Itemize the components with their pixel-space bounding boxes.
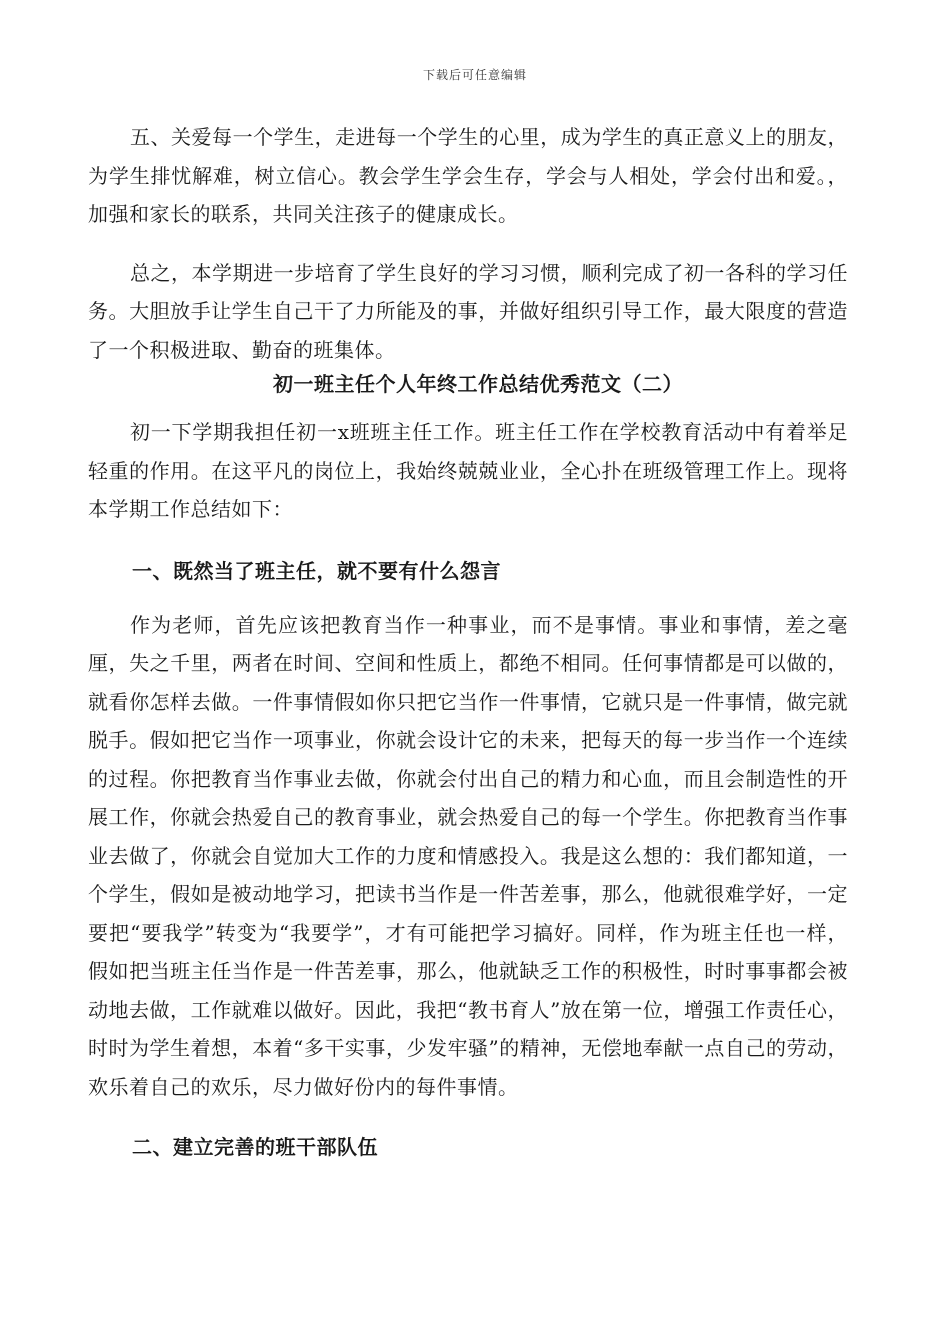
paragraph-section-five: 五、关爱每一个学生，走进每一个学生的心里，成为学生的真正意义上的朋友，为学生排忧解难，树立信心。教会学生学会生存，学会与人相处，学会付出和爱。，加强和家长的联系，共同关注孩子的健康成长。 [88,125,848,226]
heading-two: 二、建立完善的班干部队伍 [132,1135,378,1159]
section-title: 初一班主任个人年终工作总结优秀范文（二） [273,372,683,396]
header-note: 下载后可任意编辑 [422,68,527,82]
paragraph-intro: 初一下学期我担任初一x班班主任工作。班主任工作在学校教育活动中有着举足轻重的作用。在这平凡的岗位上，我始终兢兢业业，全心扑在班级管理工作上。现将本学期工作总结如下： [88,420,848,521]
paragraph-summary: 总之，本学期进一步培育了学生良好的学习习惯，顺利完成了初一各科的学习任务。大胆放手让学生自己干了力所能及的事，并做好组织引导工作，最大限度的营造了一个积极进取、勤奋的班集体。 [88,260,848,362]
heading-one: 一、既然当了班主任，就不要有什么怨言 [132,558,501,583]
paragraph-body-one: 作为老师，首先应该把教育当作一种事业，而不是事情。事业和事情，差之毫厘，失之千里，两者在时间、空间和性质上，都绝不相同。任何事情都是可以做的，就看你怎样去做。一件事情假如你只把它当作一件事情，它就只是一件事情，做完就脱手。假如把它当作一项事业，你就会设计它的未来，把每天的每一步当作一个连续的过程。你把教育当作事业去做，你就会付出自己的精力和心血，而且会制造性的开展工作，你就会热爱自己的教育事业，就会热爱自己的每一个学生。你把教育当作事业去做了，你就会自觉加大工作的力度和情感投入。我是这么想的：我们都知道，一个学生，假如是被动地学习，把读书当作是一件苦差事，那么，他就很难学好，一定要把“要我学”转变为“我要学”，才有可能把学习搞好。同样，作为班主任也一样，假如把当班主任当作是一件苦差事，那么，他就缺乏工作的积极性，时时事事都会被动地去做，工作就难以做好。因此，我把“教书育人”放在第一位，增强工作责任心，时时为学生着想，本着“多干实事，少发牢骚”的精神，无偿地奉献一点自己的劳动，欢乐着自己的欢乐，尽力做好份内的每件事情。 [88,612,848,1099]
document-body [88,118,848,1162]
